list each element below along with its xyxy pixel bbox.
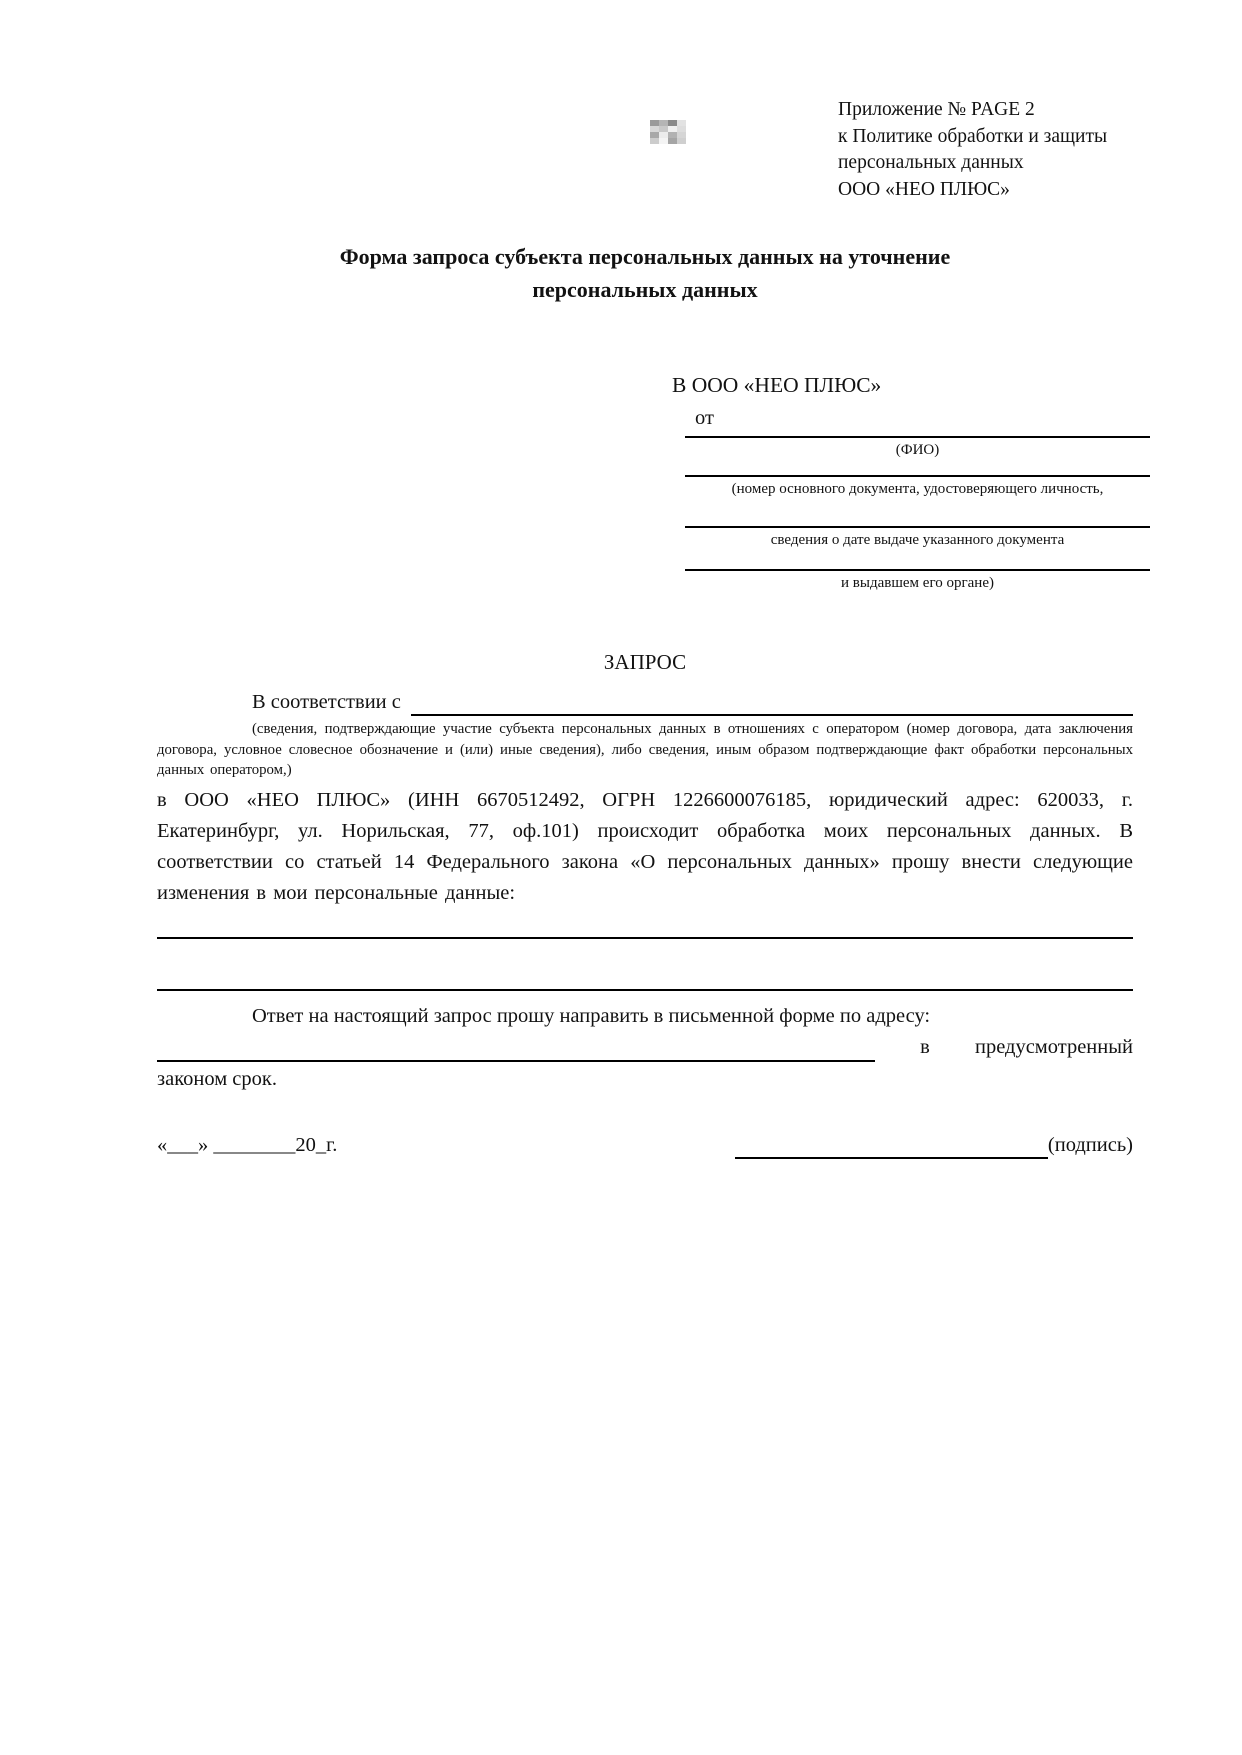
header-line-appendix: Приложение № PAGE 2: [838, 99, 1035, 120]
signature-fill-line: [735, 1133, 1048, 1159]
answer-tail-word1: в: [920, 1035, 930, 1058]
intro-footnote: (сведения, подтверждающие участие субъекта персональных данных в отношениях с оператором (номер договора, дата заключения договора, условное словесное обозначение и (или) иные сведения), либо сведения, иным образом подтверждающие факт обработки персональных данных оператором,): [157, 721, 1133, 778]
intro-row: [157, 688, 1133, 716]
document-number-fill-line: [685, 460, 1150, 477]
from-label: от: [695, 407, 714, 429]
document-number-caption: (номер основного документа, удостоверяющего личность,: [731, 481, 1104, 497]
date-blank: «___» ________20_г.: [157, 1133, 338, 1156]
fio-fill-line: [685, 430, 1150, 438]
request-heading: ЗАПРОС: [603, 650, 687, 674]
addressee-block: [672, 372, 1150, 593]
issuing-authority-fill-line: [685, 550, 1150, 571]
request-section: [157, 648, 1133, 1159]
request-body-paragraph: в ООО «НЕО ПЛЮС» (ИНН 6670512492, ОГРН 1226600076185, юридический адрес: 620033, г. Екатеринбург, ул. Норильская, 77, оф.101) происходит обработка моих персональных данных. В соответствии со статьей 14 Федерального закона «О персональных данных» прошу внести следующие изменения в мои персональные данные:: [157, 788, 1133, 904]
issuing-authority-field: [685, 550, 1150, 593]
appendix-header-block: [838, 97, 1107, 203]
issue-date-caption: сведения о дате выдаче указанного документа: [770, 532, 1065, 548]
changes-fill-line-2: [157, 939, 1133, 991]
intro-fill-line: [411, 688, 1133, 716]
form-title-line1: Форма запроса субъекта персональных данных на уточнение: [339, 244, 951, 269]
issue-date-field: [685, 499, 1150, 550]
issuing-authority-caption: и выдавшем его органе): [841, 575, 994, 591]
form-title: [157, 240, 1133, 306]
date-signature-row: [157, 1131, 1133, 1159]
address-fill-line: [157, 1036, 875, 1062]
header-line-company: ООО «НЕО ПЛЮС»: [838, 178, 1010, 200]
intro-prefix: В соответствии с: [252, 691, 401, 713]
header-line-policy: к Политике обработки и защиты: [838, 125, 1108, 147]
answer-tail-line2: законом срок.: [157, 1067, 277, 1090]
header-line-personal-data: персональных данных: [838, 152, 1024, 173]
fio-caption: (ФИО): [895, 442, 940, 458]
fio-field: [685, 430, 1150, 460]
issue-date-fill-line: [685, 499, 1150, 528]
form-title-line2: персональных данных: [532, 277, 758, 302]
pixelated-image-icon: [650, 120, 686, 146]
signature-group: [735, 1131, 1133, 1159]
document-number-field: [685, 460, 1150, 499]
answer-intro: Ответ на настоящий запрос прошу направить в письменной форме по адресу:: [252, 1004, 931, 1027]
signature-caption: (подпись): [1047, 1133, 1133, 1156]
answer-address-row: [157, 1032, 1133, 1062]
answer-tail-word2: предусмотренный: [974, 1035, 1133, 1058]
changes-fill-line-1: [157, 909, 1133, 939]
addressee-company: В ООО «НЕО ПЛЮС»: [672, 373, 882, 397]
